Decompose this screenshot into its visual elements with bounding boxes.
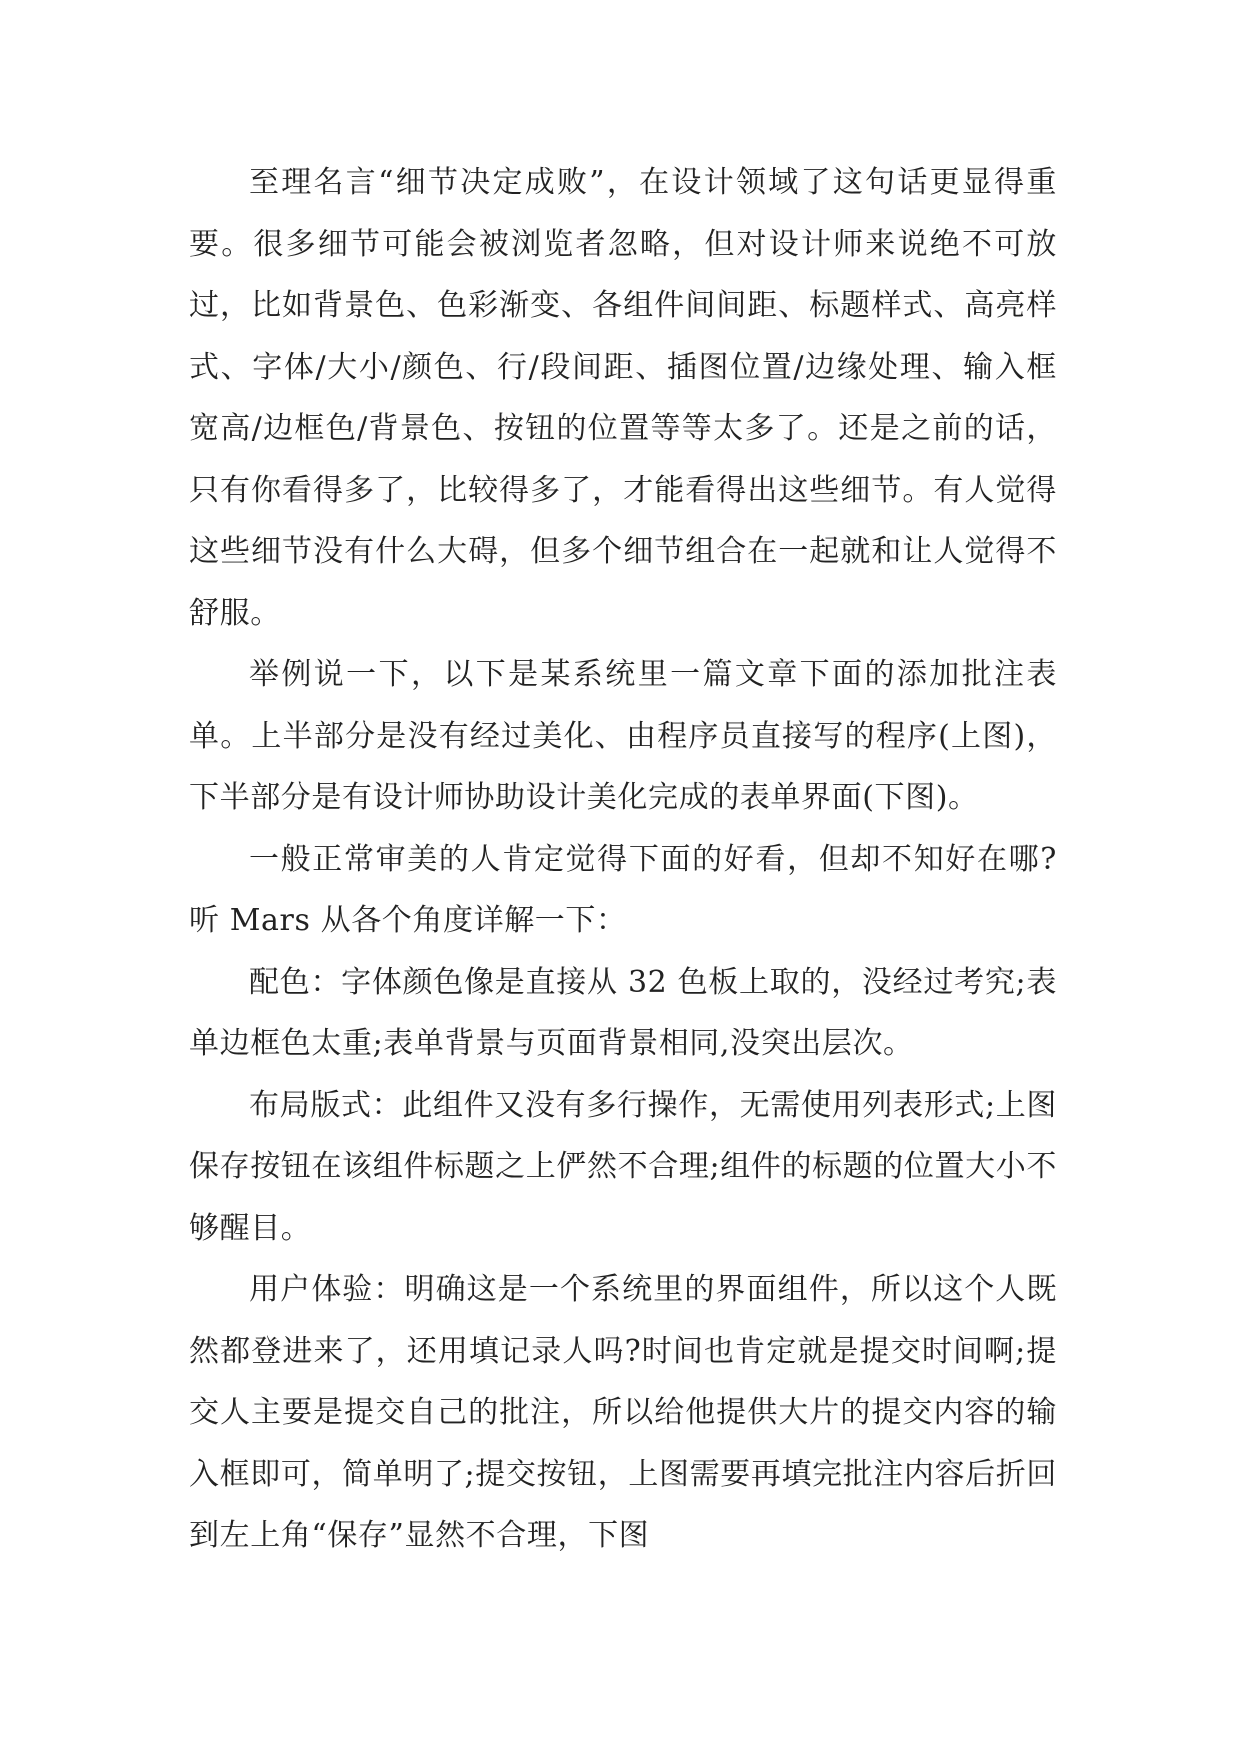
paragraph-user-experience: 用户体验：明确这是一个系统里的界面组件，所以这个人既然都登进来了，还用填记录人吗?时间也肯定就是提交时间啊;提交人主要是提交自己的批注，所以给他提供大片的提交内容的输入框即可，简单明了;提交按钮，上图需要再填完批注内容后折回到左上角“保存”显然不合理，下图 [189, 1272, 1057, 1553]
paragraph-color: 配色：字体颜色像是直接从 32 色板上取的，没经过考究;表单边框色太重;表单背景与页面背景相同,没突出层次。 [189, 964, 1057, 1061]
document-body [189, 152, 1057, 1567]
paragraph-layout: 布局版式：此组件又没有多行操作，无需使用列表形式;上图保存按钮在该组件标题之上俨然不合理;组件的标题的位置大小不够醒目。 [189, 1087, 1057, 1246]
paragraph-example: 举例说一下，以下是某系统里一篇文章下面的添加批注表单。上半部分是没有经过美化、由程序员直接写的程序(上图)，下半部分是有设计师协助设计美化完成的表单界面(下图)。 [189, 657, 1057, 815]
paragraph-analysis-intro: 一般正常审美的人肯定觉得下面的好看，但却不知好在哪?听 Mars 从各个角度详解一下： [189, 841, 1057, 938]
paragraph-intro: 至理名言“细节决定成败”，在设计领域了这句话更显得重要。很多细节可能会被浏览者忽略，但对设计师来说绝不可放过，比如背景色、色彩渐变、各组件间间距、标题样式、高亮样式、字体/大小/颜色、行/段间距、插图位置/边缘处理、输入框宽高/边框色/背景色、按钮的位置等等太多了。还是之前的话，只有你看得多了，比较得多了，才能看得出这些细节。有人觉得这些细节没有什么大碍，但多个细节组合在一起就和让人觉得不舒服。 [189, 165, 1057, 631]
